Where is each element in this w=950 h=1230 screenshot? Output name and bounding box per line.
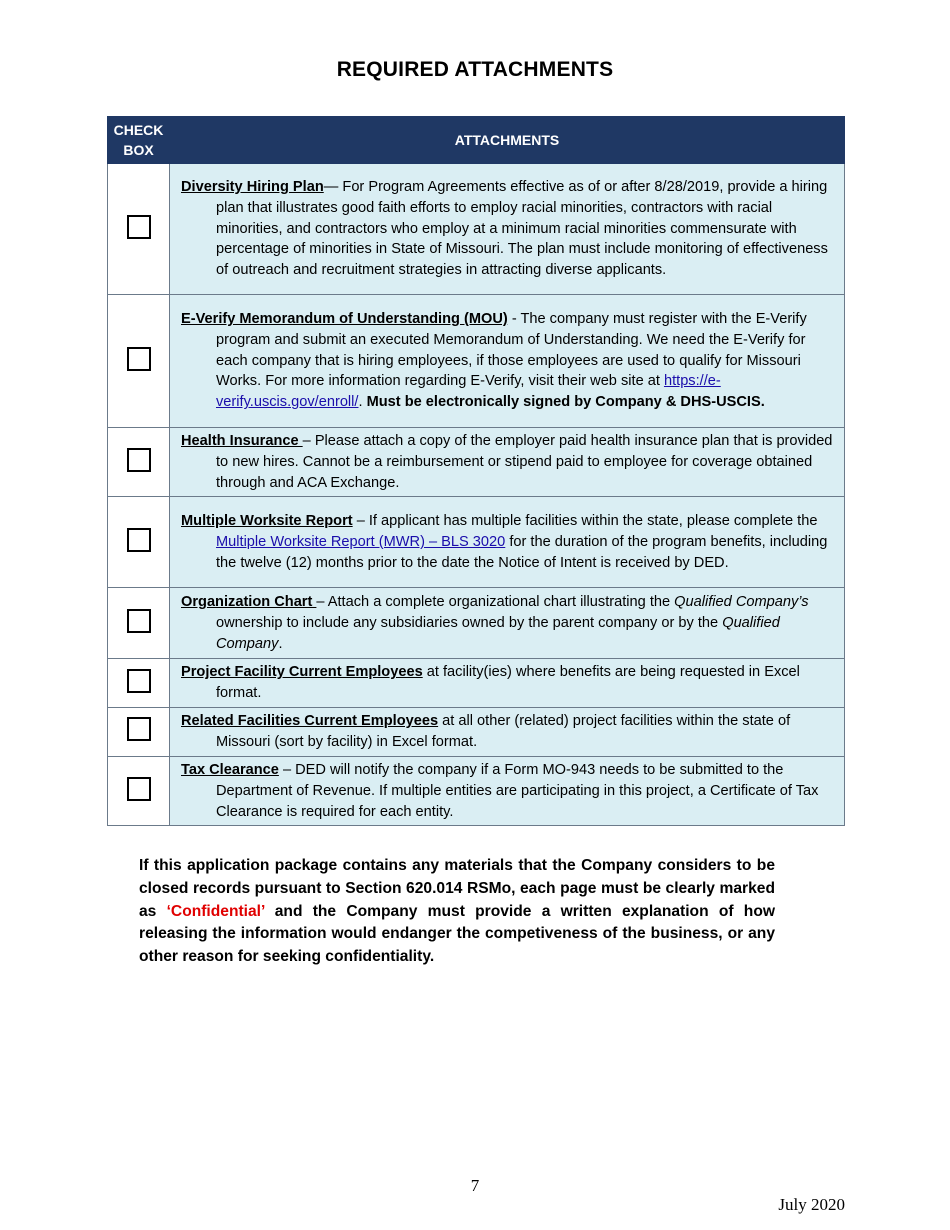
attachment-description: [170, 428, 845, 497]
attachment-text: – Attach a complete organizational chart illustrating the: [316, 594, 675, 611]
confidential-highlight: ‘Confidential’: [166, 902, 265, 920]
attachment-label: Diversity Hiring Plan: [181, 179, 324, 195]
check-header-line1: CHECK: [113, 122, 164, 138]
check-cell: [108, 659, 170, 708]
check-box-header: [108, 117, 170, 164]
table-header-row: [108, 117, 845, 164]
check-cell: [108, 588, 170, 659]
check-cell: [108, 756, 170, 825]
notice-text-2: and the Company must provide a written explanation of how releasing the information would endanger the competiveness of the business, or any other reason for seeking confidentiality.: [139, 902, 775, 966]
attachment-row-organization-chart: [108, 588, 845, 659]
checkbox-diversity-hiring-plan[interactable]: [127, 215, 151, 239]
check-cell: [108, 497, 170, 588]
attachments-table: [107, 116, 845, 826]
revision-date: July 2020: [778, 1195, 845, 1214]
attachment-description: [170, 659, 845, 708]
qualified-company-term: Qualified Company’s: [674, 594, 809, 611]
checkbox-related-facilities-employees[interactable]: [127, 717, 151, 741]
qualified-company-term-2: Qualified Company: [216, 614, 780, 652]
attachment-row-project-facility-employees: [108, 659, 845, 708]
attachment-description: [170, 756, 845, 825]
checkbox-project-facility-employees[interactable]: [127, 669, 151, 693]
check-header-line2: BOX: [123, 142, 154, 158]
attachment-label: Organization Chart: [181, 594, 317, 611]
mwr-bls-3020-link[interactable]: Multiple Worksite Report (MWR) – BLS 3020: [216, 533, 506, 550]
attachments-header: ATTACHMENTS: [170, 117, 845, 164]
attachment-row-related-facilities-employees: [108, 707, 845, 756]
confidentiality-notice: [139, 855, 775, 969]
attachment-text-2: for the duration of the program benefits, including the twelve (12) months prior to the date the Notice of Intent is received by DED.: [216, 533, 828, 571]
attachment-label: Health Insurance: [181, 433, 303, 449]
attachment-text: at facility(ies) where benefits are being requested in Excel format.: [216, 664, 800, 702]
attachment-row-multiple-worksite-report: [108, 497, 845, 588]
attachment-text: - The company must register with the E-Verify program and submit an executed Memorandum of Understanding. We need the E-Verify for each company that is hiring employees, if those employees are used to qualify for Missouri Works. For more information regarding E-Verify, visit their web site at: [216, 311, 807, 390]
checkbox-organization-chart[interactable]: [127, 609, 151, 633]
page-title: REQUIRED ATTACHMENTS: [336, 58, 614, 81]
attachment-text: – If applicant has multiple facilities within the state, please complete the: [352, 513, 818, 530]
attachment-row-diversity-hiring-plan: [108, 164, 845, 295]
attachment-text-2: .: [358, 394, 367, 411]
notice-text-1: If this application package contains any materials that the Company considers to be closed records pursuant to Section 620.014 RSMo, each page must be clearly marked as: [139, 857, 775, 920]
e-verify-enroll-link[interactable]: https://e-verify.uscis.gov/enroll/: [216, 373, 721, 411]
checkbox-multiple-worksite-report[interactable]: [127, 528, 151, 552]
attachment-description: [170, 707, 845, 756]
check-cell: [108, 707, 170, 756]
attachment-text-3: .: [278, 635, 283, 652]
signature-requirement: Must be electronically signed by Company & DHS-USCIS.: [366, 394, 765, 411]
attachment-label: Project Facility Current Employees: [181, 664, 423, 681]
attachment-text-2: ownership to include any subsidiaries owned by the parent company or by the: [216, 614, 723, 631]
checkbox-e-verify-mou[interactable]: [127, 347, 151, 371]
checkbox-health-insurance[interactable]: [127, 448, 151, 472]
check-cell: [108, 164, 170, 295]
attachment-label: Related Facilities Current Employees: [181, 713, 439, 730]
attachment-description: [170, 164, 845, 295]
check-cell: [108, 295, 170, 428]
attachment-text: at all other (related) project facilities within the state of Missouri (sort by facility) in Excel format.: [216, 713, 791, 750]
attachment-description: [170, 588, 845, 659]
attachment-row-e-verify-mou: [108, 295, 845, 428]
check-cell: [108, 428, 170, 497]
attachment-text: – DED will notify the company if a Form MO-943 needs to be submitted to the Department of Revenue. If multiple entities are participating in this project, a Certificate of Tax Clearance is required for each entity.: [216, 761, 819, 820]
attachment-label: Multiple Worksite Report: [181, 513, 353, 530]
attachment-label: E-Verify Memorandum of Understanding (MOU): [181, 311, 508, 327]
page-number: 7: [470, 1176, 480, 1195]
attachment-text: — For Program Agreements effective as of or after 8/28/2019, provide a hiring plan that illustrates good faith efforts to employ racial minorities, contractors with racial minorities, and contractors who employ at a minimum racial minorities commensurate with percentage of minorities in State of Missouri. The plan must include monitoring of effectiveness of outreach and recruitment strategies in attracting diverse applicants.: [216, 179, 828, 279]
attachment-label: Tax Clearance: [181, 761, 279, 778]
attachment-row-tax-clearance: [108, 756, 845, 825]
attachment-row-health-insurance: [108, 428, 845, 497]
attachment-description: [170, 295, 845, 428]
checkbox-tax-clearance[interactable]: [127, 777, 151, 801]
attachment-description: [170, 497, 845, 588]
attachment-text: – Please attach a copy of the employer paid health insurance plan that is provided to new hires. Cannot be a reimbursement or stipend paid to employee for coverage obtained through and ACA Exchange.: [216, 433, 833, 491]
